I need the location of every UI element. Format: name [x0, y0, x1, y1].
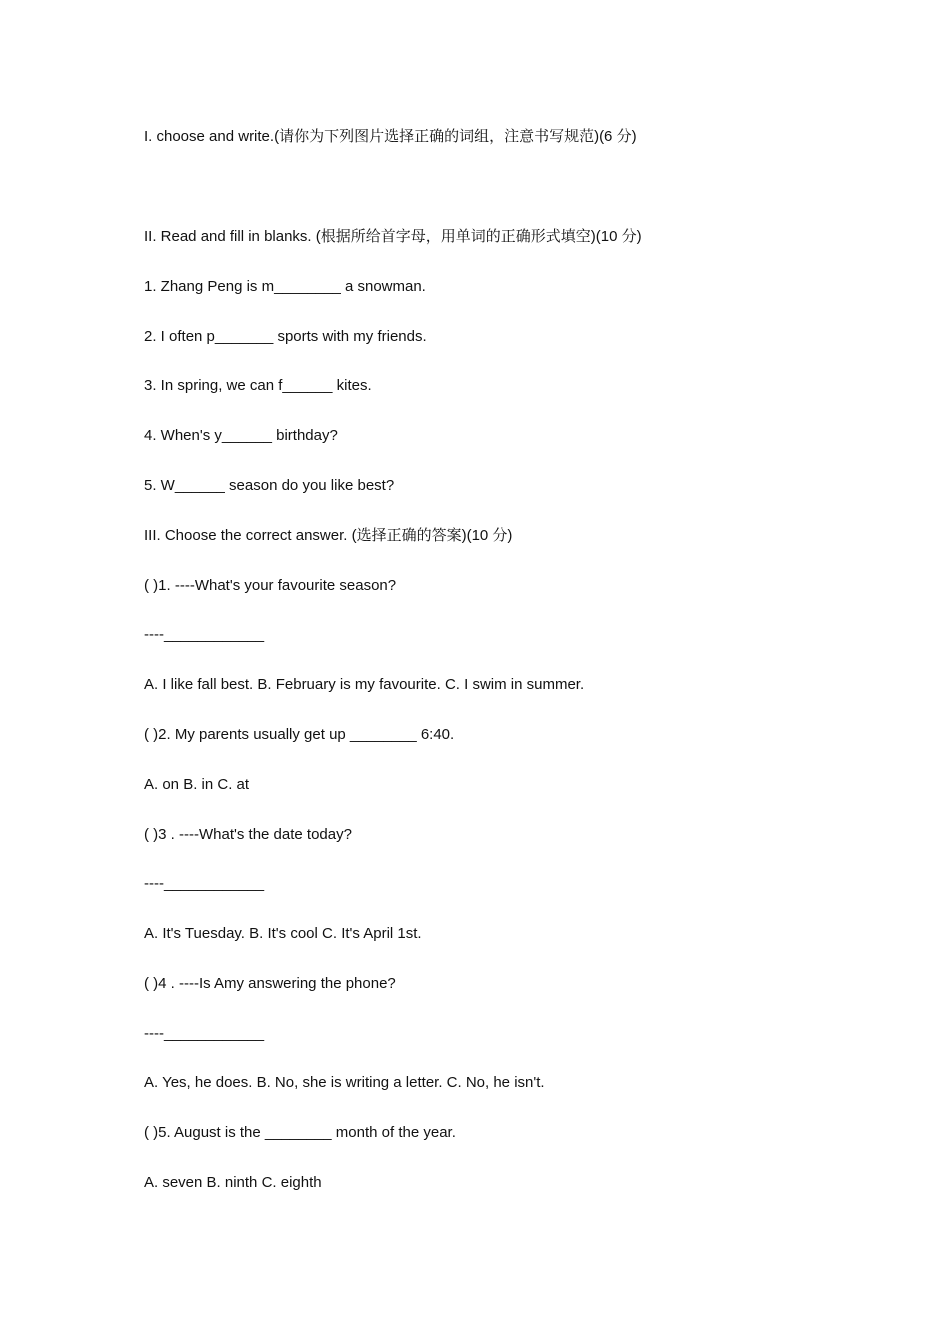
options-3: A. It's Tuesday. B. It's cool C. It's April 1st. [144, 925, 422, 942]
section-3-heading: III. Choose the correct answer. (选择正确的答案)(10 分) [144, 527, 513, 544]
options-1: A. I like fall best. B. February is my favourite. C. I swim in summer. [144, 676, 585, 693]
question-2: ( )2. My parents usually get up ________ 6:40. [144, 726, 455, 743]
question-3: ( )3 . ----What's the date today? [144, 826, 352, 843]
fill-blank-item-2: 2. I often p_______ sports with my friends. [144, 328, 427, 345]
options-4: A. Yes, he does. B. No, she is writing a letter. C. No, he isn't. [144, 1074, 545, 1091]
fill-blank-item-3: 3. In spring, we can f______ kites. [144, 377, 372, 394]
answer-blank-1: ----____________ [144, 626, 265, 643]
options-2: A. on B. in C. at [144, 776, 250, 793]
section-2-heading: II. Read and fill in blanks. (根据所给首字母，用单词的正确形式填空)(10 分) [144, 228, 642, 245]
answer-blank-4: ----____________ [144, 1025, 265, 1042]
question-5: ( )5. August is the ________ month of the year. [144, 1124, 456, 1141]
answer-blank-3: ----____________ [144, 875, 265, 892]
options-5: A. seven B. ninth C. eighth [144, 1174, 322, 1191]
section-1-heading: I. choose and write.(请你为下列图片选择正确的词组，注意书写规范)(6 分) [144, 128, 637, 145]
fill-blank-item-1: 1. Zhang Peng is m________ a snowman. [144, 278, 426, 295]
question-1: ( )1. ----What's your favourite season? [144, 577, 397, 594]
fill-blank-item-5: 5. W______ season do you like best? [144, 477, 395, 494]
fill-blank-item-4: 4. When's y______ birthday? [144, 427, 338, 444]
question-4: ( )4 . ----Is Amy answering the phone? [144, 975, 396, 992]
